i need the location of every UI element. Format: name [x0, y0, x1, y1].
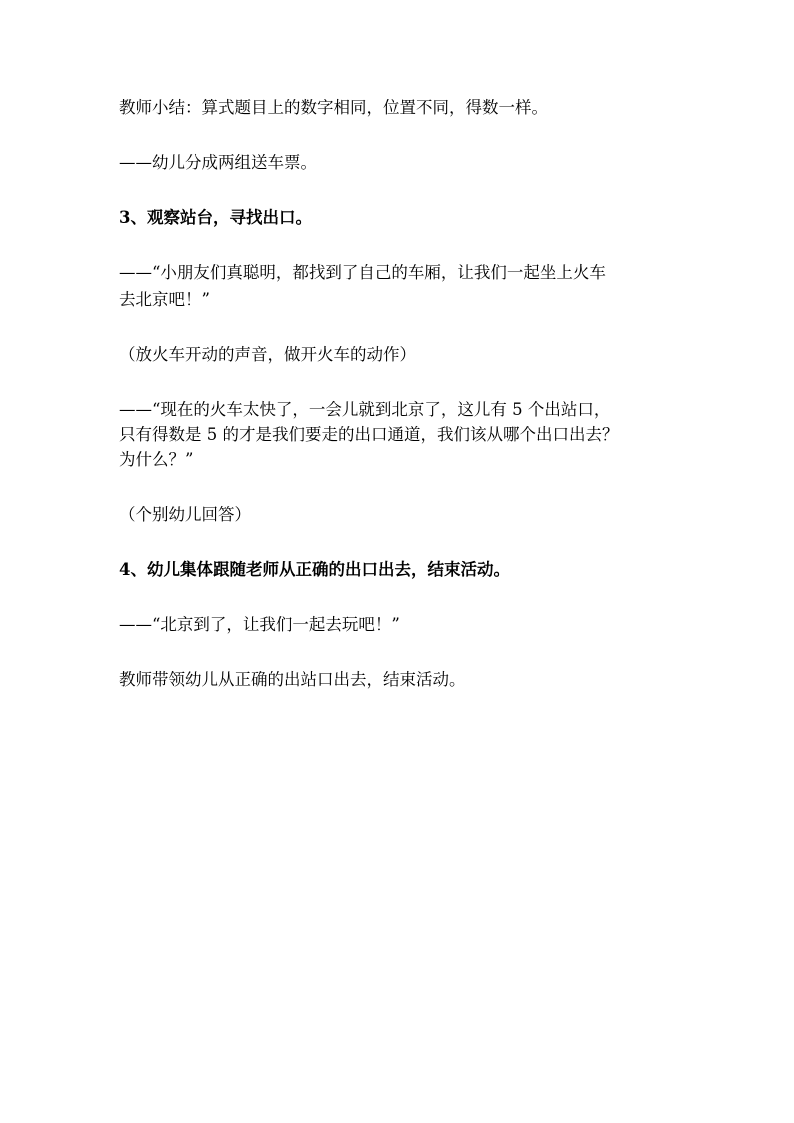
teacher-leads-exit: 教师带领幼儿从正确的出站口出去，结束活动。: [119, 670, 466, 689]
quote-train-fast-line-3: 为什么？”: [119, 450, 194, 469]
individual-answer-note: （个别幼儿回答）: [119, 505, 251, 524]
quote-clever-kids-line-2: 去北京吧！”: [119, 290, 210, 309]
section-4-heading: 4、幼儿集体跟随老师从正确的出口出去，结束活动。: [119, 560, 510, 579]
train-sound-note: （放火车开动的声音，做开火车的动作）: [119, 345, 416, 364]
children-split-groups: ——幼儿分成两组送车票。: [119, 153, 317, 172]
quote-train-fast-line-2: 只有得数是 5 的才是我们要走的出口通道，我们该从哪个出口出去？: [119, 425, 619, 444]
quote-clever-kids-line-1: ——“小朋友们真聪明，都找到了自己的车厢，让我们一起坐上火车: [119, 263, 606, 282]
quote-train-fast-line-1: ——“现在的火车太快了，一会儿就到北京了，这儿有 5 个出站口，: [119, 400, 611, 419]
quote-beijing-arrived: ——“北京到了，让我们一起去玩吧！”: [119, 615, 400, 634]
teacher-summary: 教师小结：算式题目上的数字相同，位置不同，得数一样。: [119, 98, 548, 117]
section-3-heading: 3、观察站台，寻找出口。: [119, 208, 312, 227]
